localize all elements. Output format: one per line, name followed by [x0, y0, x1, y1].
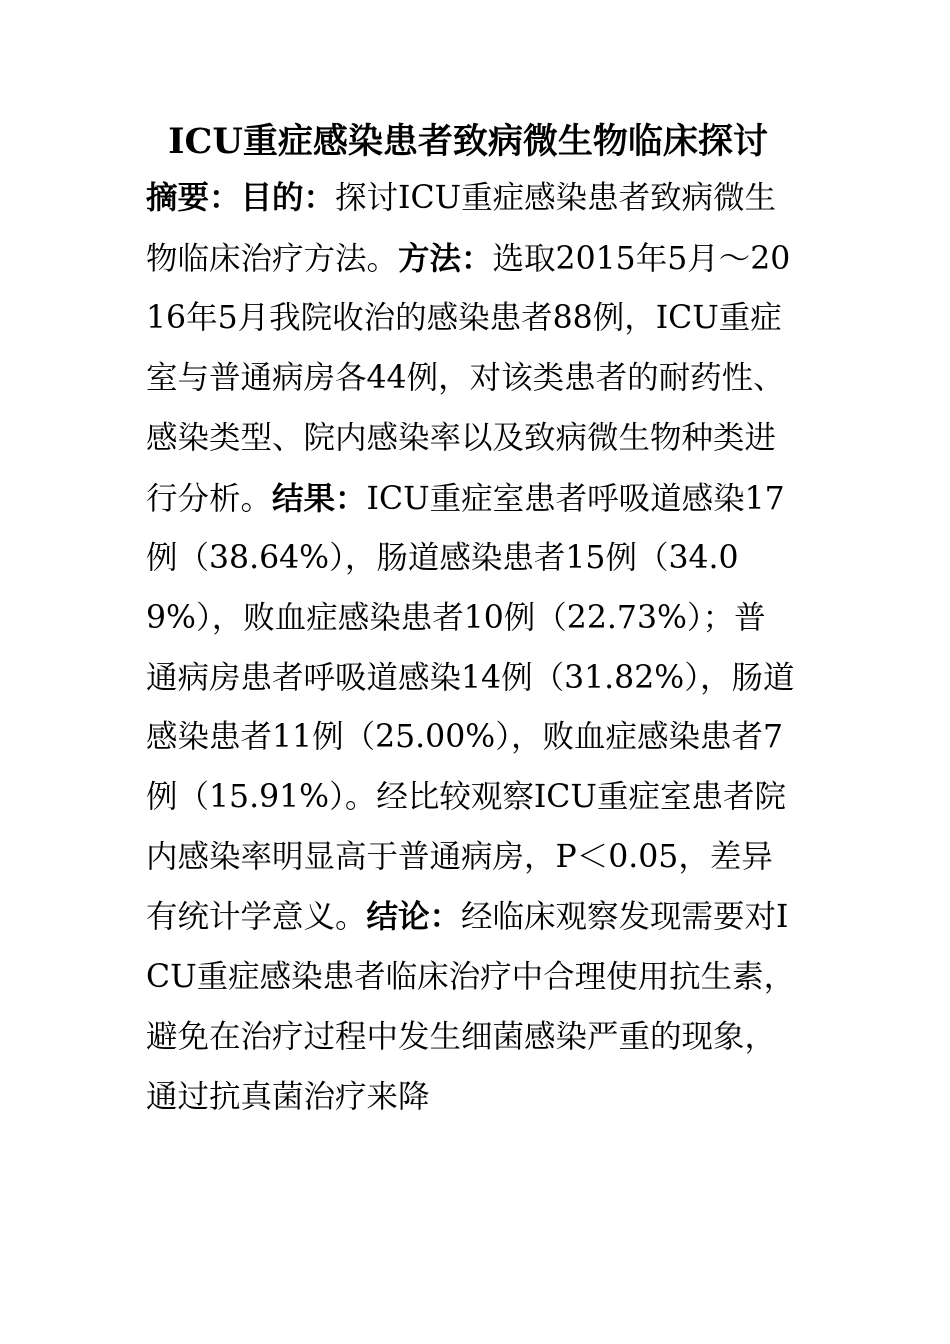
- objective-label: 目的：: [240, 179, 336, 216]
- conclusion-label: 结论：: [366, 898, 462, 936]
- results-text: ICU重症室患者呼吸道感染17例（38.64%），肠道感染患者15例（34.09%），败血症感染患者10例（22.73%）；普通病房患者呼吸道感染14例（31.82%），肠道感染患者11例（25.00%），败血症感染患者7例（15.91%）。经比较观察ICU重症室患者院内感染率明显高于普通病房，P＜0.05，差异有统计学意义。: [146, 480, 795, 936]
- abstract-label: 摘要：: [146, 179, 241, 216]
- methods-text: 选取2015年5月～2016年5月我院收治的感染患者88例，ICU重症室与普通病房各44例，对该类患者的耐药性、感染类型、院内感染率以及致病微生物种类进行分析。: [146, 240, 791, 517]
- results-label: 结果：: [272, 479, 367, 517]
- paper-title: ICU重症感染患者致病微生物临床探讨: [168, 121, 768, 162]
- objective-text: 探讨ICU重症感染患者致病微生物临床治疗方法。: [146, 180, 777, 277]
- document-page: [146, 118, 796, 1127]
- methods-label: 方法：: [398, 239, 493, 277]
- abstract-paragraph: [146, 168, 796, 1127]
- conclusion-text: 经临床观察发现需要对ICU重症感染患者临床治疗中合理使用抗生素，避免在治疗过程中发生细菌感染严重的现象，通过抗真菌治疗来降: [146, 899, 796, 1115]
